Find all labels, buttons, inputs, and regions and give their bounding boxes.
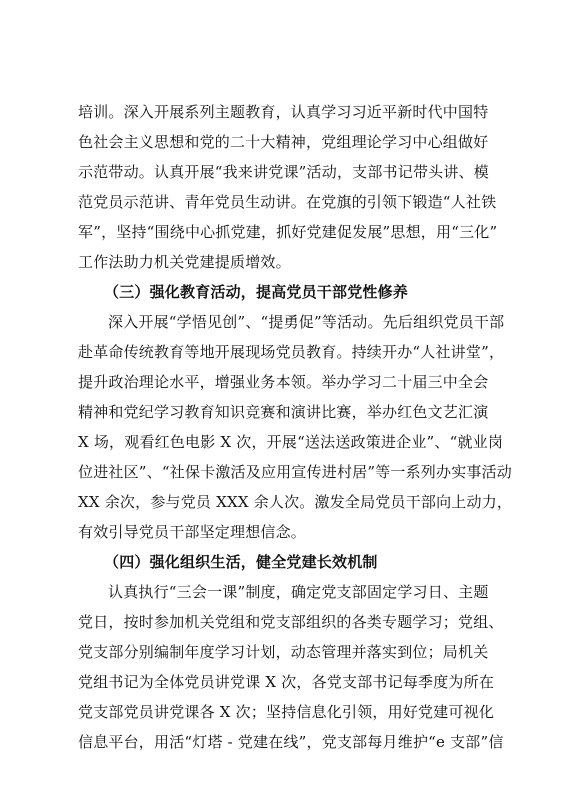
paragraph-line: 信息平台，用活“灯塔 - 党建在线”，党支部每月维护“e 支部”信 bbox=[78, 733, 504, 751]
paragraph-line: 党日，按时参加机关党组和党支部组织的各类专题学习；党组、 bbox=[78, 613, 504, 631]
paragraph-line: X 场，观看红色电影 X 次，开展“送法送政策进企业”、“就业岗 bbox=[78, 433, 504, 451]
paragraph-line: 培训。深入开展系列主题教育，认真学习习近平新时代中国特 bbox=[78, 103, 489, 121]
paragraph-line: 党支部党员讲党课各 X 次；坚持信息化引领，用好党建可视化 bbox=[78, 703, 495, 721]
section-heading-4: （四）强化组织生活，健全党建长效机制 bbox=[104, 553, 378, 571]
paragraph-line: 位进社区”、“社保卡激活及应用宣传进村居”等一系列办实事活动 bbox=[78, 463, 513, 481]
paragraph-line: 认真执行“三会一课”制度，确定党支部固定学习日、主题 bbox=[108, 583, 489, 601]
paragraph-line: 示范带动。认真开展“我来讲党课”活动，支部书记带头讲、模 bbox=[78, 163, 489, 181]
section-heading-3: （三）强化教育活动，提高党员干部党性修养 bbox=[104, 283, 409, 301]
paragraph-line: 党组书记为全体党员讲党课 X 次，各党支部书记每季度为所在 bbox=[78, 673, 495, 691]
paragraph-line: 精神和党纪学习教育知识竞赛和演讲比赛，举办红色文艺汇演 bbox=[78, 403, 489, 421]
paragraph-line: XX 余次，参与党员 XXX 余人次。激发全局党员干部向上动力， bbox=[78, 493, 513, 511]
paragraph-line: 党支部分别编制年度学习计划，动态管理并落实到位；局机关 bbox=[78, 643, 489, 661]
paragraph-line: 军”，坚持“围绕中心抓党建，抓好党建促发展”思想，用“三化” bbox=[78, 223, 498, 241]
paragraph-line: 赴革命传统教育等地开展现场党员教育。持续开办“人社讲堂”， bbox=[78, 343, 505, 361]
paragraph-line: 范党员示范讲、青年党员生动讲。在党旗的引领下锻造“人社铁 bbox=[78, 193, 497, 211]
paragraph-line: 深入开展“学悟见创”、“提勇促”等活动。先后组织党员干部 bbox=[108, 313, 505, 331]
paragraph-line: 提升政治理论水平，增强业务本领。举办学习二十届三中全会 bbox=[78, 373, 489, 391]
paragraph-line: 有效引导党员干部坚定理想信念。 bbox=[78, 523, 307, 541]
paragraph-line: 工作法助力机关党建提质增效。 bbox=[78, 253, 291, 271]
paragraph-line: 色社会主义思想和党的二十大精神，党组理论学习中心组做好 bbox=[78, 133, 489, 151]
